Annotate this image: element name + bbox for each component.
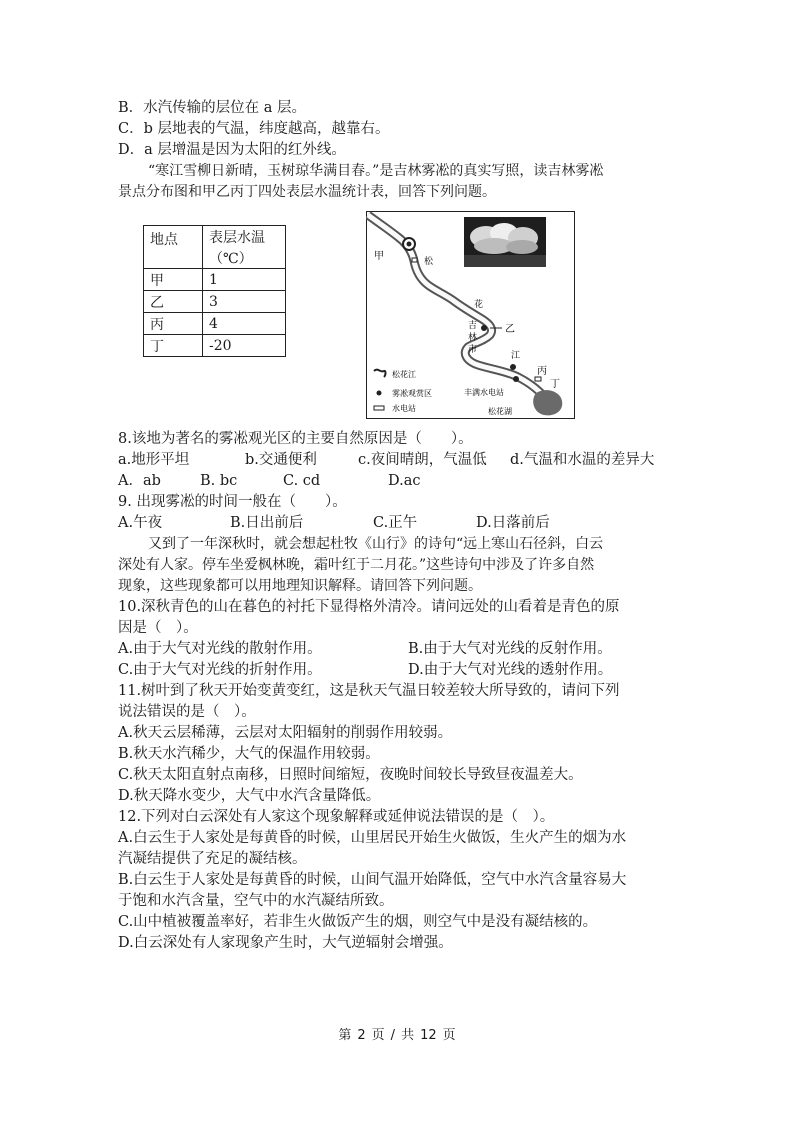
- q11-option-b: B.秋天水汽稀少，大气的保温作用较弱。: [118, 746, 380, 762]
- q11-stem-1: 11.树叶到了秋天开始变黄变红，这是秋天气温日较差较大所导致的，请问下列: [118, 683, 620, 699]
- q8-option-c: C. cd: [283, 473, 321, 489]
- table-row: [144, 313, 286, 335]
- prev-option-c: C．b 层地表的气温，纬度越高，越靠右。: [118, 121, 390, 137]
- q11-option-d: D.秋天降水变少，大气中水汽含量降低。: [118, 788, 381, 804]
- river-char-1: 松: [424, 257, 434, 267]
- city-char-1: 吉: [468, 321, 478, 331]
- q9-option-b: B.日出前后: [230, 515, 304, 531]
- q10-stem-1: 10.深秋青色的山在暮色的衬托下显得格外清冷。请问远处的山看着是青色的原: [118, 599, 620, 615]
- q10-option-a: A.由于大气对光线的散射作用。: [118, 641, 322, 657]
- q8-item-b: b.交通便利: [245, 452, 317, 468]
- q12-option-a-line-1: A.白云生于人家处是每黄昏的时候，山里居民开始生火做饭，生火产生的烟为水: [118, 830, 627, 846]
- header-temp: 表层水温: [203, 226, 286, 248]
- q10-option-d: D.由于大气对光线的透射作用。: [408, 662, 613, 678]
- q11-stem-2: 说法错误的是（ ）。: [118, 704, 256, 720]
- q9-option-a: A.午夜: [118, 515, 163, 531]
- label-yi: 乙: [505, 324, 515, 335]
- q12-option-d: D.白云深处有人家现象产生时，大气逆辐射会增强。: [118, 935, 453, 951]
- place-cell: 丁: [144, 335, 203, 357]
- page-number: 2: [357, 1028, 366, 1043]
- place-cell: 乙: [144, 291, 203, 313]
- q9-stem: 9. 出现雾凇的时间一般在（ ）。: [118, 494, 347, 510]
- table-row: [144, 335, 286, 357]
- rime-scenic-map: [366, 211, 575, 419]
- q11-option-c: C.秋天太阳直射点南移，日照时间缩短，夜晚时间较长导致昼夜温差大。: [118, 767, 583, 783]
- table-row: [144, 291, 286, 313]
- label-bing: 丙: [537, 366, 547, 377]
- city-char-2: 林: [468, 333, 478, 343]
- q8-item-a: a.地形平坦: [118, 452, 190, 468]
- q10-option-b: B.由于大气对光线的反射作用。: [408, 641, 612, 657]
- intro-line-2: 景点分布图和甲乙丙丁四处表层水温统计表，回答下列问题。: [118, 184, 496, 200]
- q10-stem-2: 因是（ ）。: [118, 620, 198, 636]
- place-cell: 甲: [144, 269, 203, 291]
- station-ding: [535, 377, 541, 381]
- header-place: 地点: [144, 226, 203, 269]
- place-cell: 丙: [144, 313, 203, 335]
- q12-option-b-line-1: B.白云生于人家处是每黄昏的时候，山间气温开始降低，空气中水汽含量容易大: [118, 872, 627, 888]
- label-ding: 丁: [550, 379, 560, 390]
- temp-cell: 3: [203, 291, 286, 313]
- total-pages: 12: [420, 1028, 437, 1043]
- legend-scenic-icon: [377, 391, 382, 396]
- q8-option-b: B. bc: [200, 473, 238, 489]
- q8-option-d: D.ac: [388, 473, 421, 489]
- legend-station-icon: [374, 406, 384, 410]
- scenic-yi: [481, 325, 487, 331]
- page-footer: 第 2 页 / 共 12 页: [338, 1028, 456, 1043]
- temp-cell: 4: [203, 313, 286, 335]
- intro-line-1: “寒江雪柳日新晴，玉树琼华满目春。”是吉林雾凇的真实写照，读吉林雾凇: [148, 163, 604, 179]
- label-power-station: 丰满水电站: [464, 388, 504, 397]
- q12-option-a-line-2: 汽凝结提供了充足的凝结核。: [118, 851, 307, 867]
- table-row: [144, 269, 286, 291]
- q12-option-b-line-2: 于饱和水汽含量，空气中的水汽凝结所致。: [118, 893, 394, 909]
- poem-line-2: 深处有人家。停车坐爱枫林晚，霜叶红于二月花。”这些诗句中涉及了许多自然: [118, 557, 595, 573]
- scenic-bing: [510, 364, 516, 370]
- poem-line-1: 又到了一年深秋时，就会想起杜牧《山行》的诗句“远上寒山石径斜，白云: [148, 536, 604, 552]
- q8-item-d: d.气温和水温的差异大: [510, 452, 655, 468]
- label-lake: 松花湖: [488, 407, 512, 416]
- river-char-3: 江: [511, 351, 521, 361]
- station-jia: [412, 258, 417, 262]
- water-temperature-table: [143, 225, 286, 357]
- header-temp-unit: （℃）: [203, 247, 286, 269]
- city-char-3: 市: [468, 345, 478, 355]
- prev-option-d: D．a 层增温是因为太阳的红外线。: [118, 142, 346, 158]
- label-jia: 甲: [374, 251, 384, 262]
- poem-line-3: 现象，这些现象都可以用地理知识解释。请回答下列问题。: [118, 578, 482, 594]
- temp-cell: 1: [203, 269, 286, 291]
- river-char-2: 花: [474, 300, 484, 310]
- q9-option-c: C.正午: [373, 515, 418, 531]
- q9-option-d: D.日落前后: [476, 515, 550, 531]
- q12-option-c: C.山中植被覆盖率好，若非生火做饭产生的烟，则空气中是没有凝结核的。: [118, 914, 598, 930]
- legend-scenic: 雾凇观赏区: [392, 389, 432, 398]
- q11-option-a: A.秋天云层稀薄，云层对太阳辐射的削弱作用较弱。: [118, 725, 453, 741]
- table-header-row: [144, 226, 286, 248]
- prev-option-b: B．水汽传输的层位在 a 层。: [118, 100, 307, 116]
- q8-stem: 8.该地为著名的雾凇观光区的主要自然原因是（ ）。: [118, 431, 473, 447]
- legend-station: 水电站: [392, 404, 416, 413]
- rime-tree-photo: [464, 217, 546, 267]
- q12-stem: 12.下列对白云深处有人家这个现象解释或延伸说法错误的是（ ）。: [118, 809, 555, 825]
- scenic-area-marker: [513, 376, 519, 382]
- temp-cell: -20: [203, 335, 286, 357]
- q8-item-c: c.夜间晴朗，气温低: [358, 452, 487, 468]
- legend-river: 松花江: [392, 370, 416, 379]
- q10-option-c: C.由于大气对光线的折射作用。: [118, 662, 322, 678]
- q8-option-a: A．ab: [118, 473, 161, 489]
